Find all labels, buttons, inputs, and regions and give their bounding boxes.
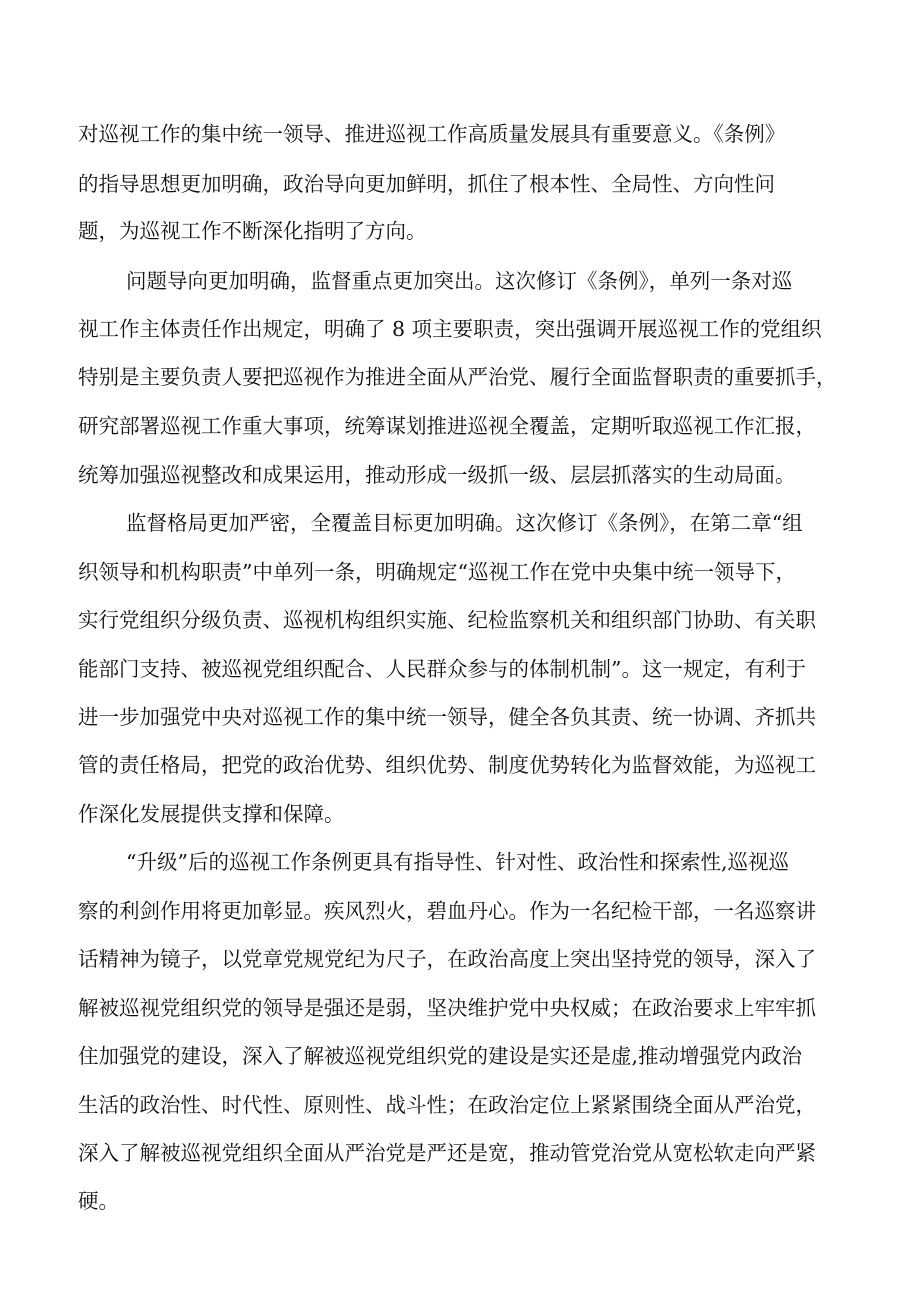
paragraph-start: “升级”后的巡视工作条例更具有指导性、针对性、政治性和探索性,巡视巡 <box>126 850 789 874</box>
paragraph-start: 监督格局更加严密，全覆盖目标更加明确。这次修订《条例》，在第二章“组 <box>126 511 803 535</box>
text-line: 深入了解被巡视党组织全面从严治党是严还是宽，推动管党治党从宽松软走向严紧 <box>78 1141 816 1165</box>
text-line: 实行党组织分级负责、巡视机构组织实施、纪检监察机关和组织部门协助、有关职 <box>78 608 816 632</box>
text-line: 进一步加强党中央对巡视工作的集中统一领导，健全各负其责、统一协调、齐抓共 <box>78 705 816 729</box>
text-line: 住加强党的建设，深入了解被巡视党组织党的建设是实还是虚,推动增强党内政治 <box>78 1044 803 1068</box>
text-line: 察的利剑作用将更加彰显。疾风烈火，碧血丹心。作为一名纪检干部，一名巡察讲 <box>78 899 816 923</box>
text-line: 的指导思想更加明确，政治导向更加鲜明，抓住了根本性、全局性、方向性问 <box>78 172 775 196</box>
text-line: 解被巡视党组织党的领导是强还是弱，坚决维护党中央权威；在政治要求上牢牢抓 <box>78 996 816 1020</box>
text-line: 生活的政治性、时代性、原则性、战斗性；在政治定位上紧紧围绕全面从严治党， <box>78 1093 816 1117</box>
text-line: 视工作主体责任作出规定，明确了 8 项主要职责，突出强调开展巡视工作的党组织 <box>78 317 822 341</box>
text-line: 话精神为镜子，以党章党规党纪为尺子，在政治高度上突出坚持党的领导，深入了 <box>78 947 816 971</box>
text-line: 硬。 <box>78 1189 119 1213</box>
text-line: 特别是主要负责人要把巡视作为推进全面从严治党、履行全面监督职责的重要抓手， <box>78 365 837 389</box>
text-line: 管的责任格局，把党的政治优势、组织优势、制度优势转化为监督效能，为巡视工 <box>78 753 816 777</box>
text-line: 研究部署巡视工作重大事项，统筹谋划推进巡视全覆盖，定期听取巡视工作汇报， <box>78 414 816 438</box>
text-line: 统筹加强巡视整改和成果运用，推动形成一级抓一级、层层抓落实的生动局面。 <box>78 463 796 487</box>
paragraph-start: 问题导向更加明确，监督重点更加突出。这次修订《条例》，单列一条对巡 <box>126 269 793 293</box>
text-line: 织领导和机构职责”中单列一条，明确规定“巡视工作在党中央集中统一领导下， <box>78 560 796 584</box>
text-line: 对巡视工作的集中统一领导、推进巡视工作高质量发展具有重要意义。《条例》 <box>78 122 786 146</box>
text-line: 题，为巡视工作不断深化指明了方向。 <box>78 219 427 243</box>
text-line: 能部门支持、被巡视党组织配合、人民群众参与的体制机制”。这一规定，有利于 <box>78 657 806 681</box>
text-line: 作深化发展提供支撑和保障。 <box>78 802 345 826</box>
